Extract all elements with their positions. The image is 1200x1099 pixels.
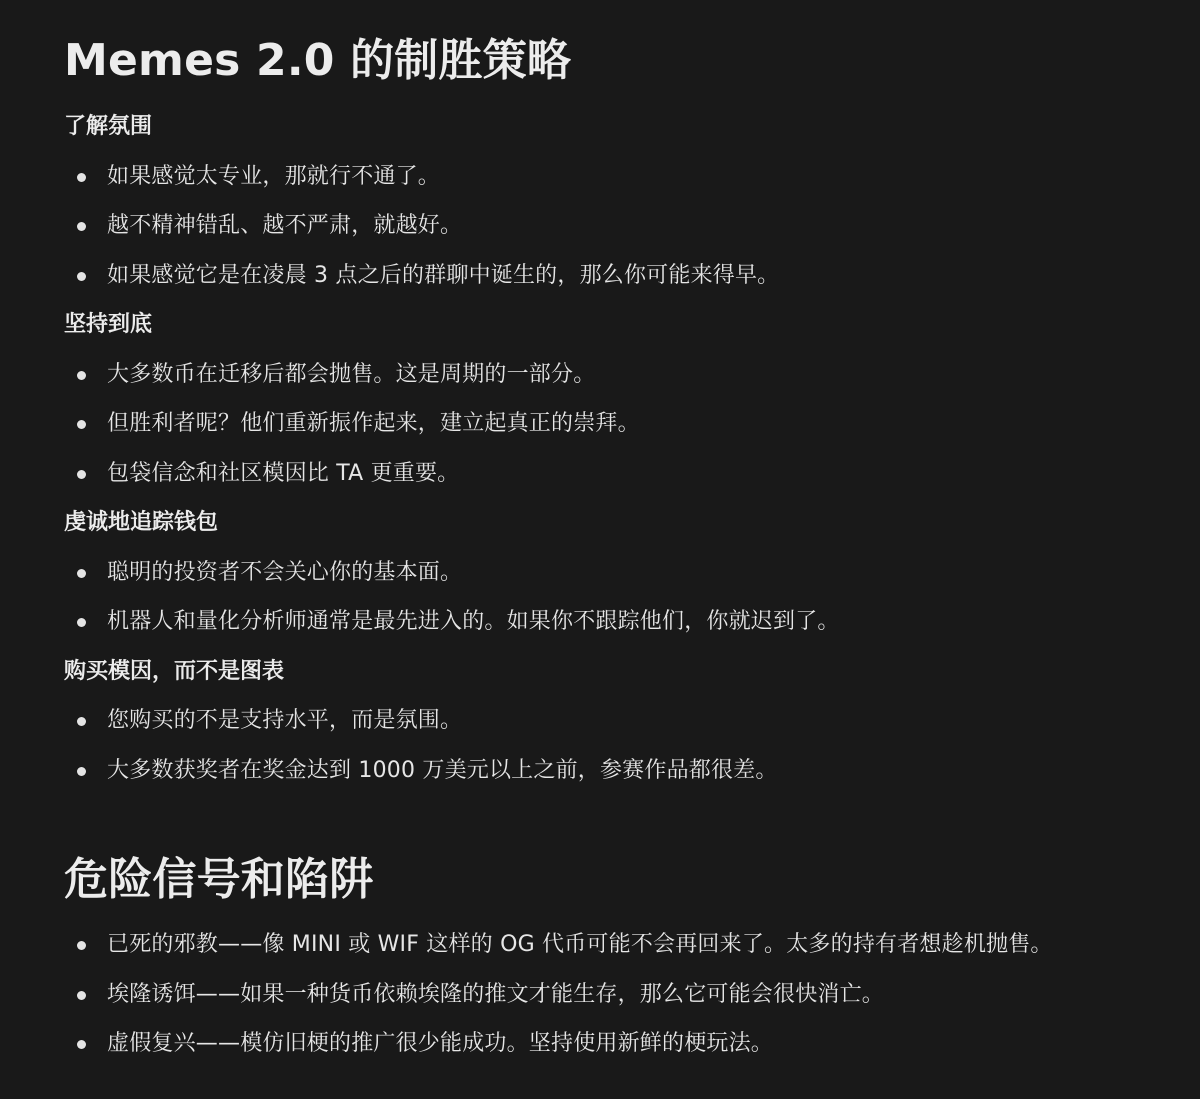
section-title-red-flags: 危险信号和陷阱 bbox=[64, 854, 374, 905]
list-item-text: 机器人和量化分析师通常是最先进入的。如果你不跟踪他们，你就迟到了。 bbox=[107, 609, 840, 634]
bullet-icon bbox=[77, 991, 86, 1000]
list-item-text: 虚假复兴——模仿旧梗的推广很少能成功。坚持使用新鲜的梗玩法。 bbox=[107, 1031, 774, 1056]
list-item-text: 包袋信念和社区模因比 TA 更重要。 bbox=[107, 461, 460, 486]
list-item-text: 大多数获奖者在奖金达到 1000 万美元以上之前，参赛作品都很差。 bbox=[107, 758, 778, 783]
bullet-icon bbox=[77, 618, 86, 627]
bullet-icon bbox=[77, 420, 86, 429]
bullet-icon bbox=[77, 470, 86, 479]
bullet-icon bbox=[77, 717, 86, 726]
list-item-text: 聪明的投资者不会关心你的基本面。 bbox=[107, 560, 463, 585]
list-item-text: 如果感觉它是在凌晨 3 点之后的群聊中诞生的，那么你可能来得早。 bbox=[107, 263, 780, 288]
bullet-icon bbox=[77, 272, 86, 281]
section-title-strategies: Memes 2.0 的制胜策略 bbox=[64, 35, 572, 86]
list-item-text: 但胜利者呢？他们重新振作起来，建立起真正的崇拜。 bbox=[107, 411, 640, 436]
bullet-icon bbox=[77, 767, 86, 776]
bullet-icon bbox=[77, 222, 86, 231]
bullet-icon bbox=[77, 569, 86, 578]
subheading-hold: 坚持到底 bbox=[64, 312, 153, 337]
subheading-wallets: 虔诚地追踪钱包 bbox=[64, 510, 219, 535]
bullet-icon bbox=[77, 173, 86, 182]
list-item-text: 如果感觉太专业，那就行不通了。 bbox=[107, 164, 441, 189]
subheading-memes-not-charts: 购买模因，而不是图表 bbox=[64, 659, 285, 684]
bullet-icon bbox=[77, 941, 86, 950]
subheading-vibe: 了解氛围 bbox=[64, 114, 153, 139]
list-item-text: 您购买的不是支持水平，而是氛围。 bbox=[107, 708, 463, 733]
list-item-text: 大多数币在迁移后都会抛售。这是周期的一部分。 bbox=[107, 362, 596, 387]
list-item-text: 埃隆诱饵——如果一种货币依赖埃隆的推文才能生存，那么它可能会很快消亡。 bbox=[107, 982, 885, 1007]
bullet-icon bbox=[77, 1040, 86, 1049]
list-item-text: 越不精神错乱、越不严肃，就越好。 bbox=[107, 213, 463, 238]
list-item-text: 已死的邪教——像 MINI 或 WIF 这样的 OG 代币可能不会再回来了。太多的持有者想趁机抛售。 bbox=[107, 932, 1053, 957]
bullet-icon bbox=[77, 371, 86, 380]
